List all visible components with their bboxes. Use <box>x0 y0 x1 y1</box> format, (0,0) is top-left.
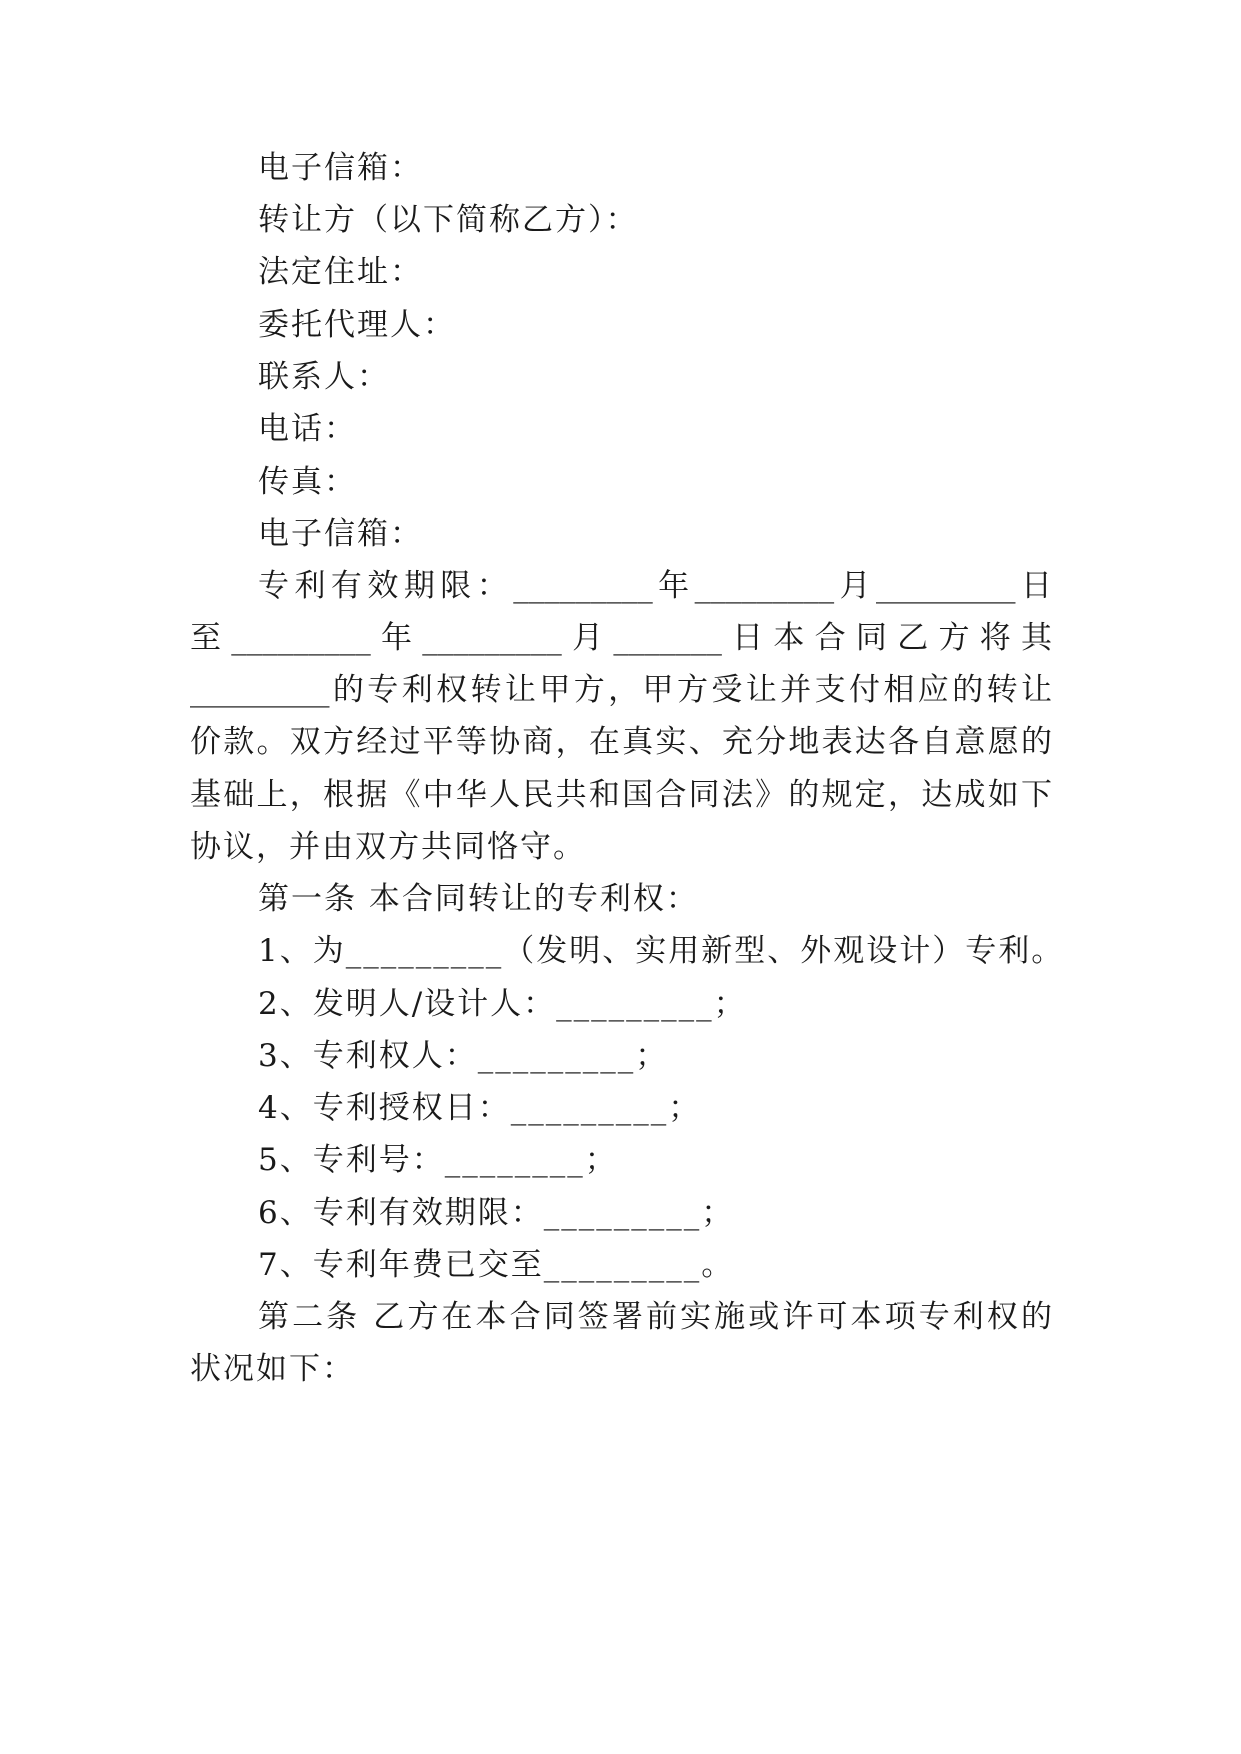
email-label-party-b: 电子信箱： <box>258 516 423 552</box>
article-one-item: 1、为_________（发明、实用新型、外观设计）专利。 <box>258 933 1065 969</box>
paragraph-line: 状况如下： <box>190 1351 355 1387</box>
article-one-item: 4、专利授权日：_________； <box>258 1090 702 1126</box>
patent-validity-line: 专利有效期限：_________年_________月_________日 <box>258 568 1052 604</box>
contact-label: 联系人： <box>258 359 390 395</box>
article-one-heading: 第一条 本合同转让的专利权： <box>258 881 699 917</box>
paragraph-line: 基础上，根据《中华人民共和国合同法》的规定，达成如下 <box>190 777 1052 813</box>
article-one-item: 7、专利年费已交至_________。 <box>258 1247 735 1283</box>
paragraph-line: 至_________年_________月_______日本合同乙方将其 <box>190 620 1052 656</box>
email-label-party-a: 电子信箱： <box>258 150 423 186</box>
agent-label: 委托代理人： <box>258 307 456 343</box>
fax-label: 传真： <box>258 464 357 500</box>
article-one-item: 6、专利有效期限：_________； <box>258 1195 735 1231</box>
article-one-item: 2、发明人/设计人：_________； <box>258 986 747 1022</box>
legal-address-label: 法定住址： <box>258 254 423 290</box>
paragraph-line: 价款。双方经过平等协商，在真实、充分地表达各自意愿的 <box>190 724 1052 760</box>
phone-label: 电话： <box>258 411 357 447</box>
article-two-heading: 第二条 乙方在本合同签署前实施或许可本项专利权的 <box>258 1299 1052 1335</box>
paragraph-line: 协议，并由双方共同恪守。 <box>190 829 586 865</box>
article-one-item: 3、专利权人：_________； <box>258 1038 669 1074</box>
article-one-item: 5、专利号：________； <box>258 1142 618 1178</box>
transferor-heading: 转让方（以下简称乙方）： <box>258 202 639 238</box>
paragraph-line: _________的专利权转让甲方，甲方受让并支付相应的转让 <box>190 672 1052 708</box>
